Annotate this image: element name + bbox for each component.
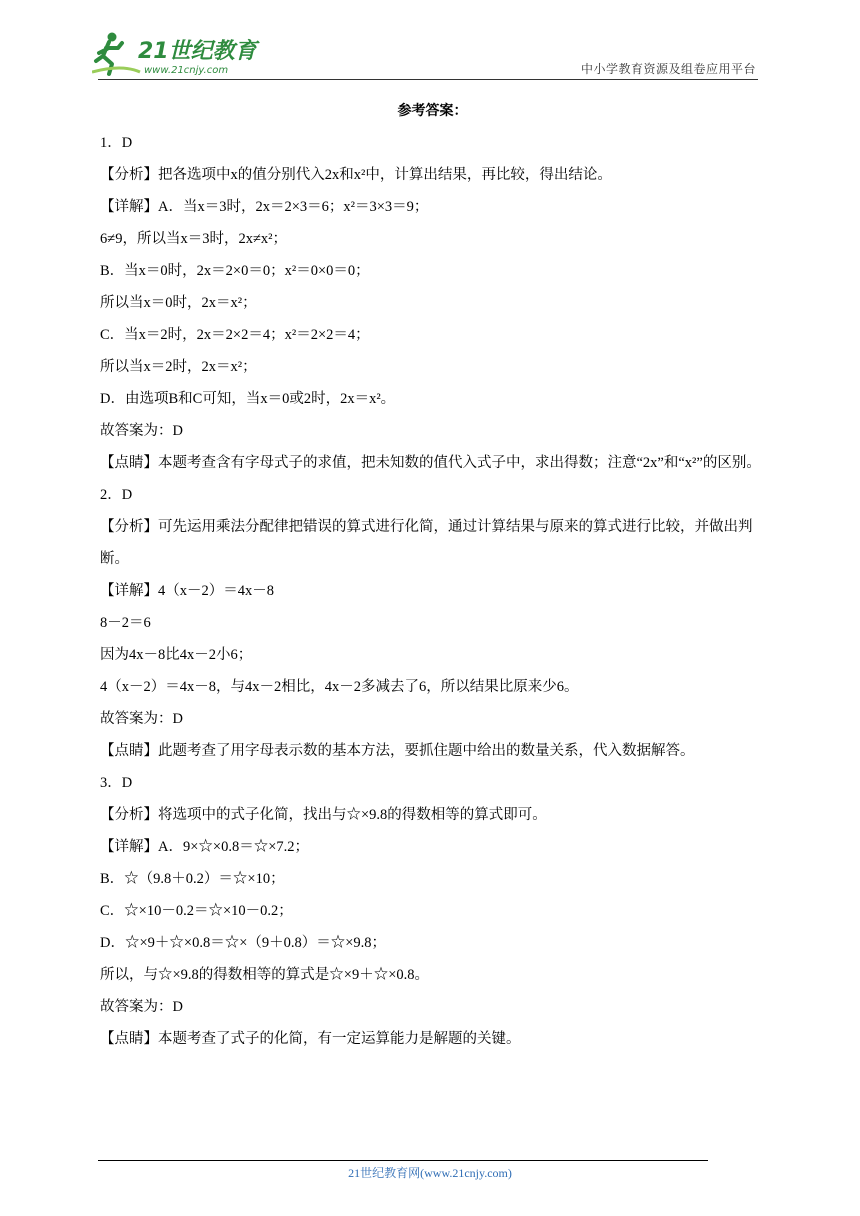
answer-line: 6≠9，所以当x＝3时，2x≠x²； — [100, 231, 288, 247]
answer-line: 【分析】把各选项中x的值分别代入2x和x²中，计算出结果，再比较，得出结论。 — [100, 167, 612, 183]
answer-line: 【详解】A．9×☆×0.8＝☆×7.2； — [100, 839, 310, 855]
answer-line: 【详解】4（x－2）＝4x－8 — [100, 583, 274, 599]
answer-line: 【分析】将选项中的式子化简，找出与☆×9.8的得数相等的算式即可。 — [100, 807, 547, 823]
page-title: 参考答案： — [397, 103, 468, 119]
header-divider — [98, 79, 758, 80]
answer-line: 故答案为：D — [100, 711, 183, 727]
answer-line: 8－2＝6 — [100, 615, 151, 631]
answer-line: D．由选项B和C可知，当x＝0或2时，2x＝x²。 — [100, 391, 396, 407]
answer-line: 【点睛】此题考查了用字母表示数的基本方法，要抓住题中给出的数量关系，代入数据解答。 — [100, 743, 695, 759]
answer-line: 3．D — [100, 775, 133, 791]
answer-line: 【详解】A．当x＝3时，2x＝2×3＝6；x²＝3×3＝9； — [100, 199, 429, 215]
answer-line: 1．D — [100, 135, 133, 151]
answer-line: 【分析】可先运用乘法分配律把错误的算式进行化简，通过计算结果与原来的算式进行比较，并做出判断。 — [100, 519, 753, 567]
answer-line: 2．D — [100, 487, 133, 503]
page-header — [0, 0, 860, 85]
logo-url: www.21cnjy.com — [144, 65, 229, 76]
answer-line: 故答案为：D — [100, 999, 183, 1015]
answer-line: B．☆（9.8＋0.2）＝☆×10； — [100, 871, 285, 887]
answer-line: D．☆×9＋☆×0.8＝☆×（9＋0.8）＝☆×9.8； — [100, 935, 387, 951]
answer-line: B．当x＝0时，2x＝2×0＝0；x²＝0×0＝0； — [100, 263, 370, 279]
answer-line: C．当x＝2时，2x＝2×2＝4；x²＝2×2＝4； — [100, 327, 370, 343]
answer-line: 故答案为：D — [100, 423, 183, 439]
header-tagline: 中小学教育资源及组卷应用平台 — [580, 62, 756, 76]
site-logo[interactable] — [92, 28, 272, 80]
answer-line: 因为4x－8比4x－2小6； — [100, 647, 253, 663]
answer-line: 【点睛】本题考查了式子的化简，有一定运算能力是解题的关键。 — [100, 1031, 521, 1047]
answer-line: 【点睛】本题考查含有字母式子的求值，把未知数的值代入式子中，求出得数；注意“2x”和“x²”的区别。 — [100, 455, 761, 471]
answer-line: C．☆×10－0.2＝☆×10－0.2； — [100, 903, 293, 919]
answer-line: 所以当x＝0时，2x＝x²； — [100, 295, 257, 311]
footer-divider — [98, 1160, 708, 1161]
answer-line: 4（x－2）＝4x－8，与4x－2相比，4x－2多减去了6，所以结果比原来少6。 — [100, 679, 579, 695]
footer-link[interactable]: 21世纪教育网(www.21cnjy.com) — [348, 1166, 512, 1180]
answer-line: 所以，与☆×9.8的得数相等的算式是☆×9＋☆×0.8。 — [100, 967, 430, 983]
answer-line: 所以当x＝2时，2x＝x²； — [100, 359, 257, 375]
logo-wordmark: 21世纪教育 — [138, 39, 257, 64]
answer-content — [100, 95, 765, 1055]
